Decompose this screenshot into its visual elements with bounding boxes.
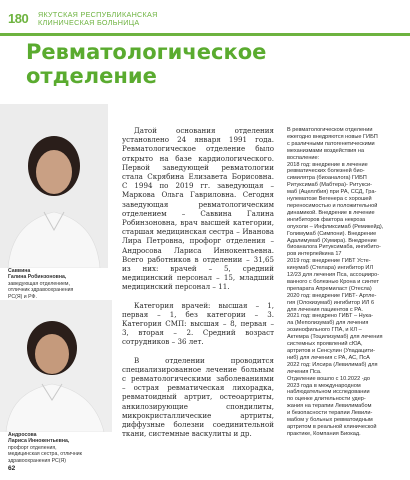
page-title	[26, 40, 266, 88]
sidebar-text-line: практике, Компания Биокад.	[287, 430, 361, 437]
main-text-column	[122, 126, 274, 448]
sidebar-text-line: эозинофильного ГПА, и КЛ –	[287, 327, 362, 334]
sidebar-text-line: артритов и Сенсулин (Упадацити-	[287, 348, 376, 354]
sidebar-text-line: динамикой. Внедрение в лечение	[287, 209, 375, 216]
sidebar-text-line: жания на терапии Левилимабом	[287, 403, 372, 410]
portrait-photo-androsova	[0, 300, 112, 432]
caption-line: профорг отделения,	[8, 444, 57, 451]
sidebar-text-line: 2018 год: внедрение в лечение	[287, 161, 368, 168]
caption-line: отличник здравоохранения	[8, 287, 74, 294]
page-number: 62	[8, 465, 16, 472]
caption-line: медицинская сестра, отличник	[8, 451, 82, 458]
hospital-name	[38, 11, 158, 28]
caption-line: РС(Я) и РФ.	[8, 293, 37, 300]
portrait-photo-savvina	[0, 104, 108, 268]
sidebar-text-line: биоаналога Ритуксимаба, ингибито-	[287, 244, 381, 251]
sidebar-text-line: ванного с болезнью Крона и синтет	[287, 278, 379, 285]
sidebar-text-line: ров интерлейкина 17	[287, 251, 342, 258]
hospital-name-line-2: КЛИНИЧЕСКАЯ БОЛЬНИЦА	[38, 18, 140, 27]
paragraph: В отделении проводится специализированное лечение больным с ревматологическими заболеваниями – острая ревматическая лихорадка, ревматоидный артрит, остеоартриты, анкилозирующие спондилиты, микрокристаллические артриты, диффузные болезни соединительной ткани, системные васкулиты и др.	[122, 355, 274, 439]
sidebar-text-line: ежегодно внедряются новые ГИБП	[287, 133, 378, 140]
hospital-name-line-1: ЯКУТСКАЯ РЕСПУБЛИКАНСКАЯ	[38, 9, 158, 19]
logo-number: 180	[8, 11, 29, 26]
sidebar-text-line: ревматических болезней био-	[287, 168, 365, 175]
caption-surname: Андросова	[8, 432, 37, 438]
sidebar-text-line: мабом у больных ревматоидным	[287, 417, 373, 424]
sidebar-text-line: ингибиторов фактора некроза	[287, 216, 366, 223]
sidebar-text-line: препарата Апремиласт (Отесла)	[287, 285, 372, 292]
sidebar-text-line: ла (Меполизумаб) для лечения	[287, 320, 369, 327]
sidebar-text-line: Адалимумаб (Хумира). Внедрение	[287, 237, 377, 244]
sidebar-text-line: 2023 года в международном	[287, 382, 361, 389]
sidebar-text-line: Голимумаб (Симпони). Внедрение	[287, 230, 377, 237]
caption-surname: Саввина	[8, 268, 31, 274]
page-title-line-2: отделение	[26, 64, 157, 88]
sidebar-text-line: кинумаб (Стелара) ингибитор ИЛ	[287, 265, 374, 272]
photo-caption-2	[8, 432, 116, 464]
sidebar-text-line: гия (Олокизумаб) ингибитор ИЛ 6	[287, 299, 375, 306]
sidebar-text-line: Актемра (Тоцилизумаб) для лечения	[287, 334, 383, 341]
caption-given-name: Лариса Иннокентьевна,	[8, 438, 70, 445]
caption-line: заведующая отделением,	[8, 280, 70, 287]
sidebar-text-line: Отделение вошло с 10.2022 -до	[287, 375, 371, 382]
caption-line: здравоохранения РС(Я)	[8, 457, 66, 464]
portrait-illustration	[0, 104, 108, 268]
portrait-illustration	[0, 300, 112, 432]
paragraph: Датой основания отделения установлено 24 января 1991 года. Ревматологическое отделение было открыто на базе кардиологического. Первой заведующей ревматологии стала Скрябина Елизавета Борисовна. С 1994 по 2019 гг. заведующая – Маркова Ольга Гавриловна. Сегодня заведующая ревматологическим отделением – Саввина Галина Робинзоновна, врач высшей категории, старшая медицинская сестра – Иванова Лира Петровна, профорг отделения – Андросова Лариса Иннокентьевна. Всего работников в отделении – 31,65 из них: врачей – 5, средний медицинский персонал – 15, младший медицинский персонал – 11.	[122, 126, 274, 292]
page-header	[8, 6, 158, 32]
sidebar-text-line: лечения Пса.	[287, 368, 322, 375]
sidebar-text-line: маб (Ацеллбия) при РА, ССД, Гра-	[287, 189, 377, 196]
header-divider	[0, 33, 410, 36]
sidebar-text-line: В ревматологическом отделении	[287, 127, 373, 133]
sidebar-text-line: переносимостью и положительной	[287, 202, 378, 209]
sidebar-text-line: и безопасности терапии Левили-	[287, 410, 373, 417]
sidebar-text-line: для лечения пациентов с РА.	[287, 306, 363, 313]
sidebar-text-line: нулематозе Вегенера с хорошей	[287, 196, 372, 203]
sidebar-text-line: ниб) для лечения с РА, АС, ПсА	[287, 354, 370, 361]
sidebar-text-line: с различными патогенетическими	[287, 140, 375, 147]
sidebar-text-line: 2022 год: Илсира (Левилимаб) для	[287, 361, 378, 368]
sidebar-text-line: Ритуксимаб (Мабтера)- Ритукси-	[287, 182, 373, 189]
paragraph: Категория врачей: высшая – 1, первая – 1, без категории – 3. Категория СМП: высшая – 8, первая – 3, вторая – 2. Средний возраст сотрудников – 36 лет.	[122, 300, 274, 347]
sidebar-text-line: по оценке длительности удер-	[287, 396, 366, 403]
sidebar-text-line: 2020 год: внедрение ГИБТ- Артле-	[287, 292, 377, 299]
sidebar-text-line: механизмами воздействия на	[287, 147, 365, 154]
sidebar-text-line: воспаление:	[287, 154, 320, 161]
sidebar-text-line: 2019 год: внедрение ГИБТ Усте-	[287, 258, 371, 265]
sidebar-text-line: симилятра (биоаналога) ГИБП	[287, 175, 367, 182]
sidebar-text-line: наблюдательном исследовании	[287, 389, 370, 396]
page-title-line-1: Ревматологическое	[26, 40, 267, 64]
sidebar-text-line: опухоли – Инфликсимаб (Ремикейд),	[287, 223, 384, 230]
photo-caption-1	[8, 268, 108, 300]
sidebar-text-line: 2021 год: внедрено ГИБТ – Нука-	[287, 313, 374, 320]
caption-given-name: Галина Робинзоновна,	[8, 274, 67, 281]
sidebar-text-line: системных проявлений сЮА,	[287, 341, 363, 348]
sidebar-text-line: артритом в реальной клинической	[287, 423, 377, 430]
sidebar-text-column	[287, 127, 407, 438]
hospital-logo	[8, 10, 34, 28]
sidebar-text-line: 12/23 для лечения Пса, ассоцииро-	[287, 272, 380, 279]
